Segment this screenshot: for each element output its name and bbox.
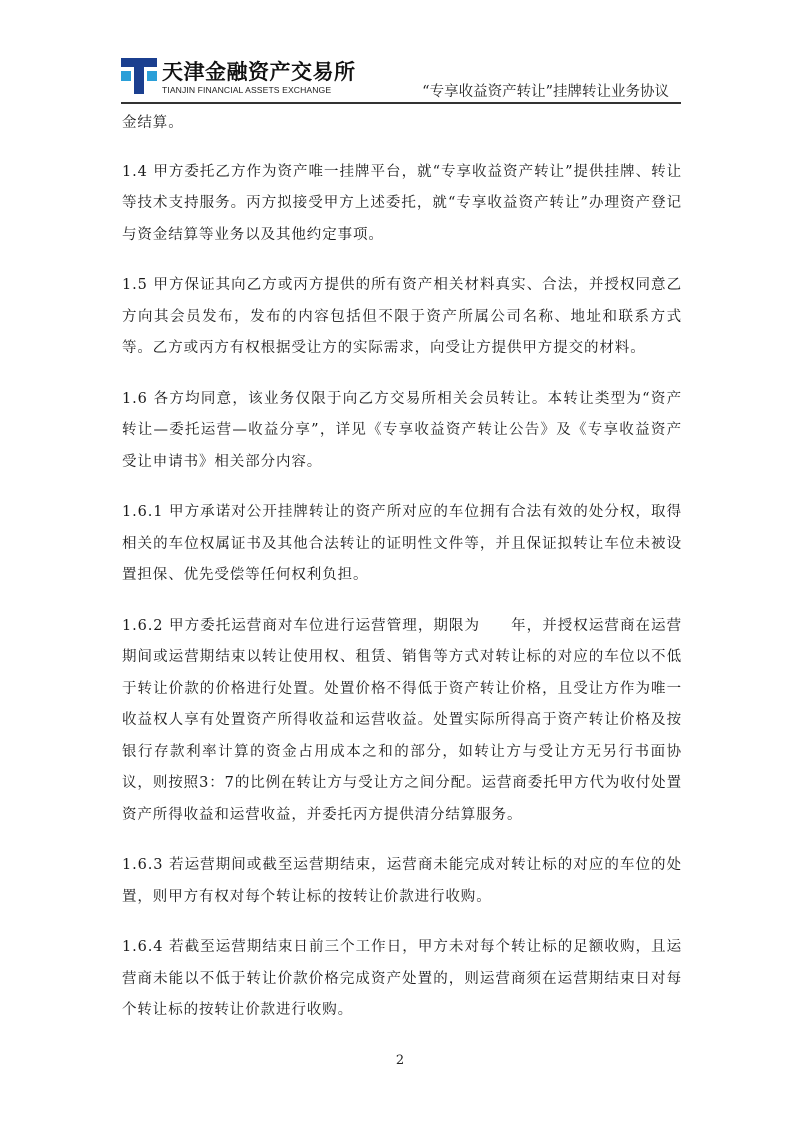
page-number: 2 bbox=[395, 1053, 405, 1068]
logo-chinese-name: 天津金融资产交易所 bbox=[162, 60, 356, 84]
clause-1-6-4: 1.6.4 若截至运营期结束日前三个工作日，甲方未对每个转让标的足额收购，且运营商未能以不低于转让价款价格完成资产处置的，则运营商须在运营期结束日对每个转让标的按转让价款进行收购。 bbox=[122, 939, 682, 1018]
logo-english-name: TIANJIN FINANCIAL ASSETS EXCHANGE bbox=[162, 85, 332, 95]
page-header bbox=[0, 0, 800, 104]
clause-1-4: 1.4 甲方委托乙方作为资产唯一挂牌平台，就“专享收益资产转让”提供挂牌、转让等技术支持服务。丙方拟接受甲方上述委托，就“专享收益资产转让”办理资产登记与资金结算等业务以及其他约定事项。 bbox=[122, 163, 682, 243]
document-title: “专享收益资产转让”挂牌转让业务协议 bbox=[422, 84, 669, 100]
clause-1-6-3: 1.6.3 若运营期间或截至运营期结束，运营商未能完成对转让标的对应的车位的处置，则甲方有权对每个转让标的按转让价款进行收购。 bbox=[122, 857, 682, 905]
clause-1-6-2: 1.6.2 甲方委托运营商对车位进行运营管理，期限为 年，并授权运营商在运营期间或运营期结束以转让使用权、租赁、销售等方式对转让标的对应的车位以不低于转让价款的价格进行处置。处置价格不得低于资产转让价格，且受让方作为唯一收益权人享有处置资产所得收益和运营收益。处置实际所得高于资产转让价格及按银行存款利率计算的资金占用成本之和的部分，如转让方与受让方无另行书面协议，则按照3：7的比例在转让方与受让方之间分配。运营商委托甲方代为收付处置资产所得收益和运营收益，并委托丙方提供清分结算服务。 bbox=[122, 617, 682, 823]
clause-1-5: 1.5 甲方保证其向乙方或丙方提供的所有资产相关材料真实、合法，并授权同意乙方向其会员发布，发布的内容包括但不限于资产所属公司名称、地址和联系方式等。乙方或丙方有权根据受让方的实际需求，向受让方提供甲方提交的材料。 bbox=[122, 277, 682, 356]
header-divider bbox=[121, 102, 681, 104]
tfae-logo-icon bbox=[121, 58, 157, 94]
clause-1-6: 1.6 各方均同意，该业务仅限于向乙方交易所相关会员转让。本转让类型为“资产转让—委托运营—收益分享”，详见《专享收益资产转让公告》及《专享收益资产受让申请书》相关部分内容。 bbox=[122, 390, 682, 470]
paragraph-continuation: 金结算。 bbox=[122, 115, 184, 131]
document-body bbox=[122, 108, 682, 1046]
clause-1-6-1: 1.6.1 甲方承诺对公开挂牌转让的资产所对应的车位拥有合法有效的处分权，取得相关的车位权属证书及其他合法转让的证明性文件等，并且保证拟转让车位未被设置担保、优先受偿等任何权利负担。 bbox=[122, 504, 682, 583]
